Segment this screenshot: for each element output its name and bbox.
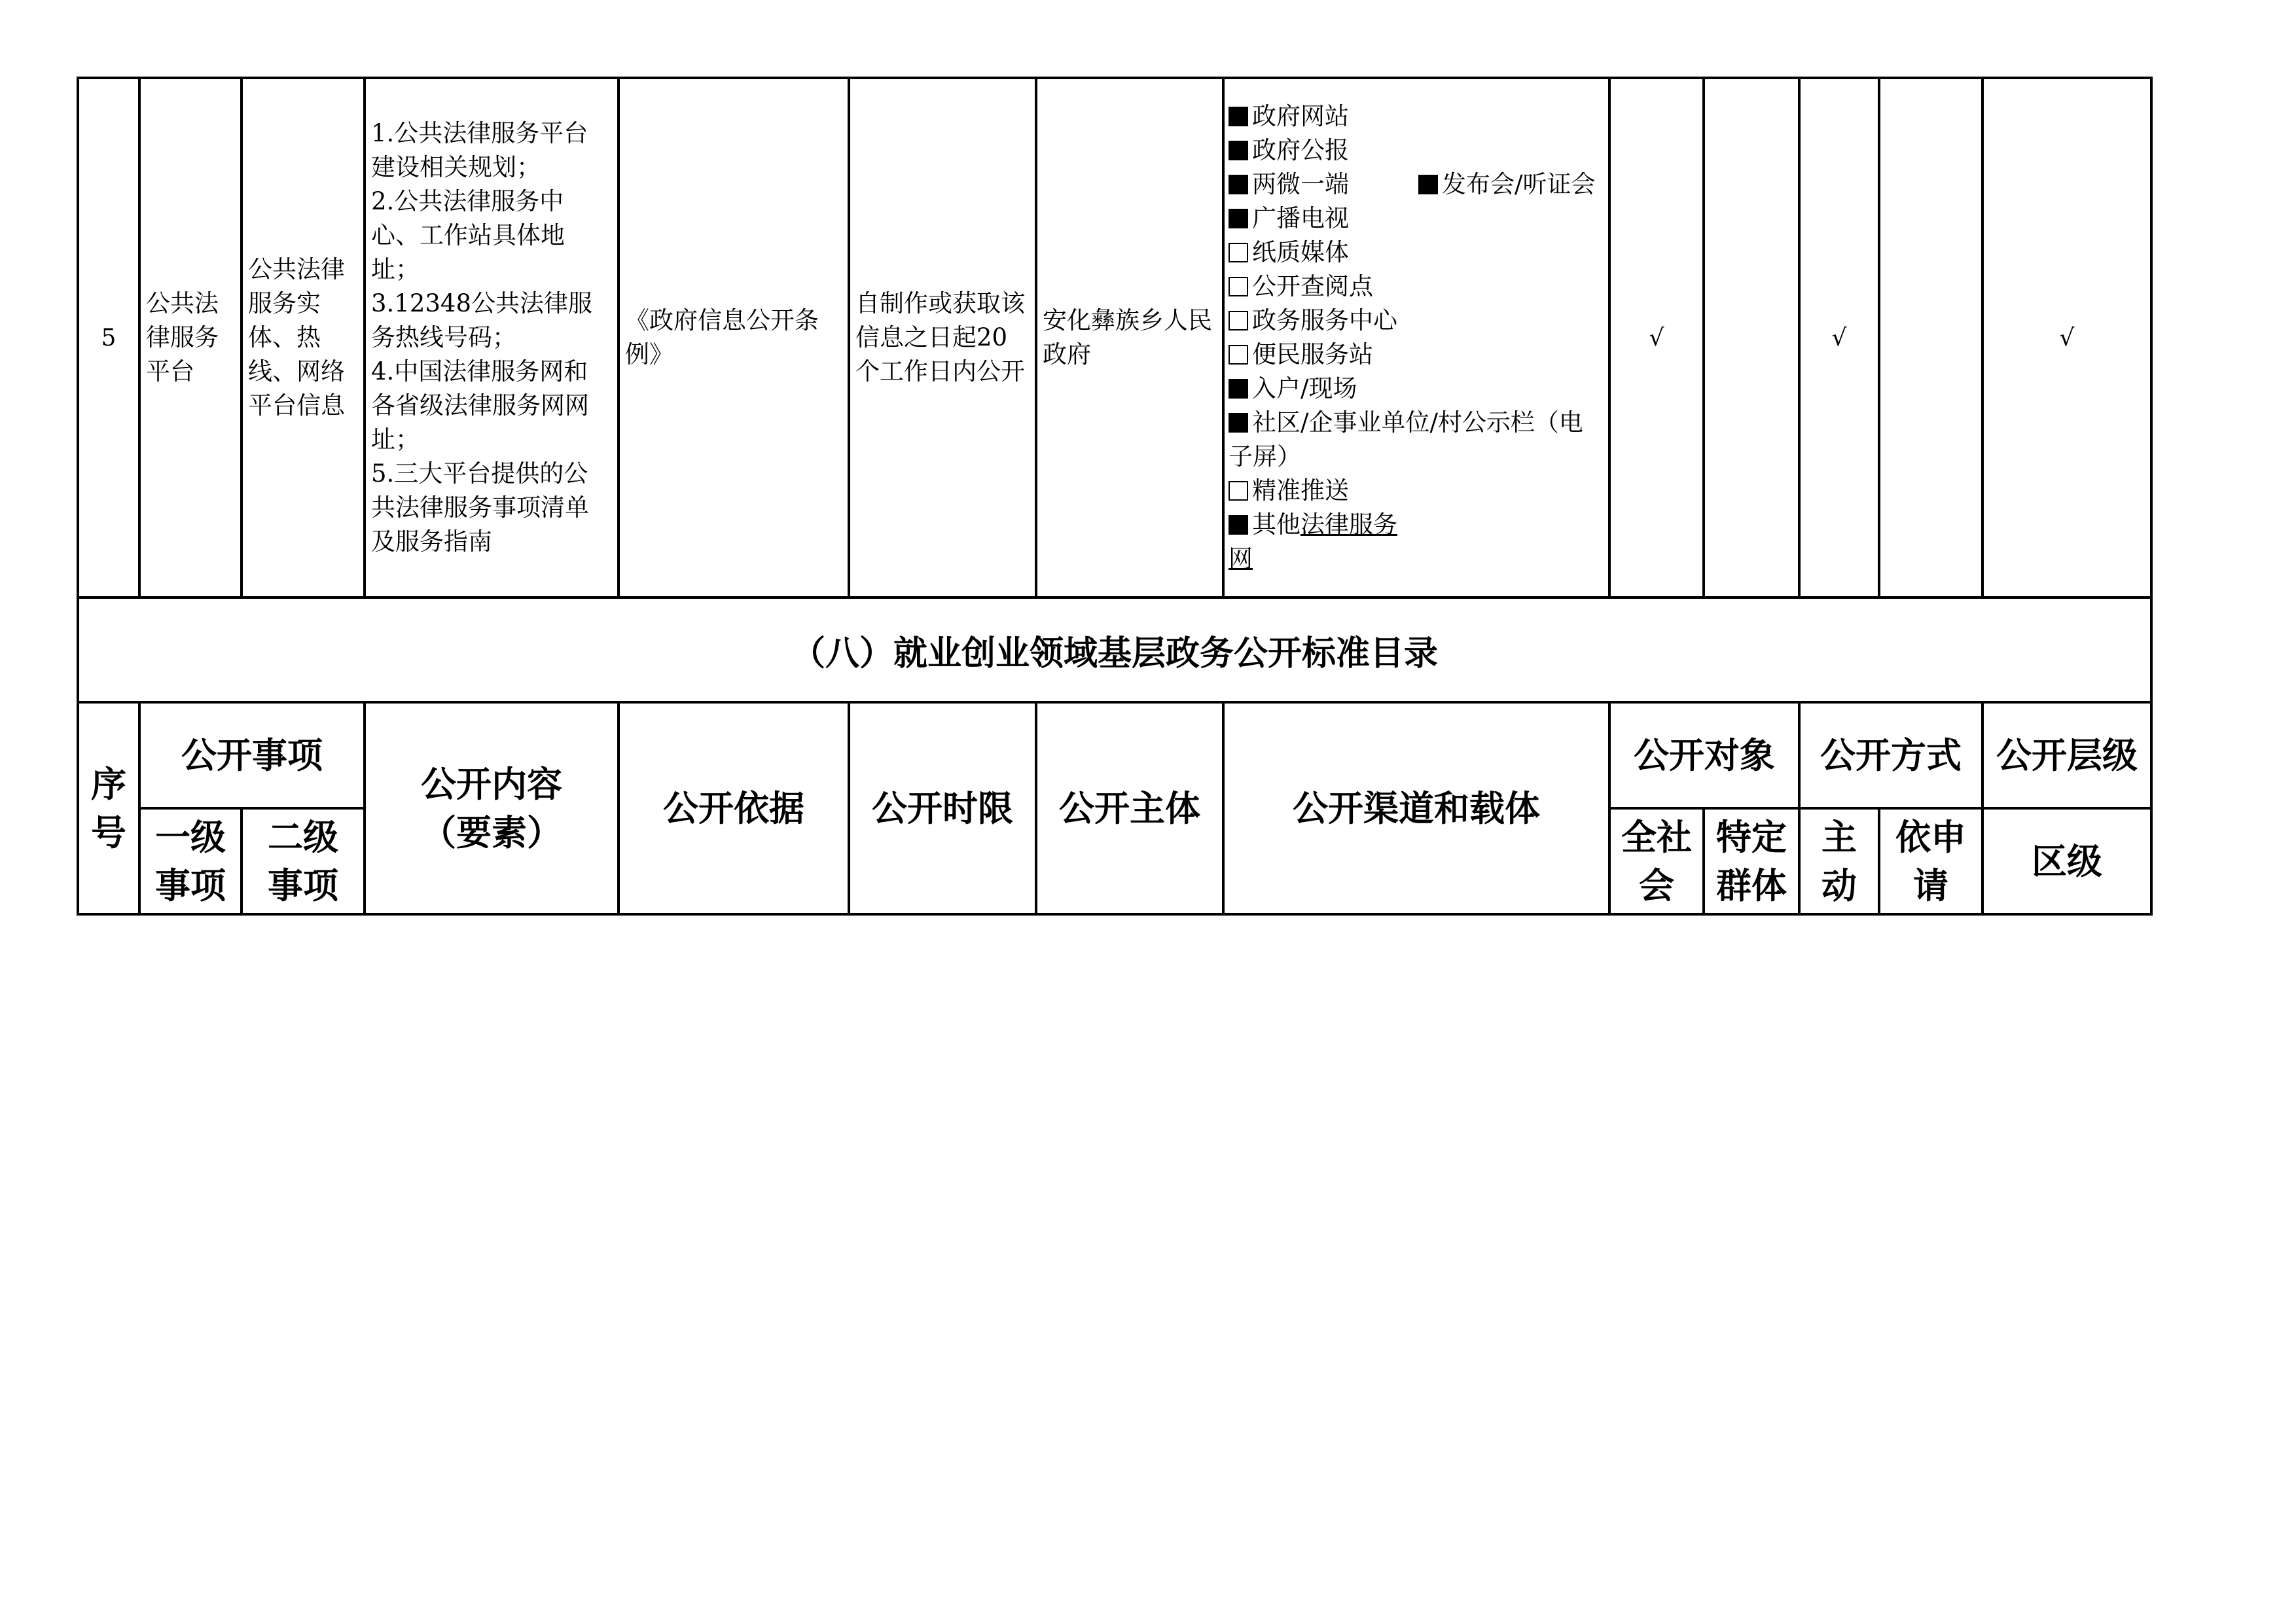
unchecked-box-icon xyxy=(1229,481,1248,501)
channel-item xyxy=(1229,99,1418,134)
checked-box-icon xyxy=(1229,175,1248,194)
header-seq: 序号 xyxy=(78,702,139,914)
unchecked-box-icon xyxy=(1229,243,1248,262)
channel-label: 入户/现场 xyxy=(1252,374,1357,402)
section-title: （八）就业创业领域基层政务公开标准目录 xyxy=(78,597,2151,702)
channel-label: 纸质媒体 xyxy=(1252,238,1349,266)
check-active: √ xyxy=(1799,78,1879,597)
unchecked-box-icon xyxy=(1229,311,1248,330)
content-line: 5.三大平台提供的公共法律服务事项清单及服务指南 xyxy=(371,459,589,556)
checked-box-icon xyxy=(1229,515,1248,535)
channel-label: 公开查阅点 xyxy=(1252,272,1373,300)
header-channels: 公开渠道和载体 xyxy=(1223,702,1609,914)
channel-item xyxy=(1229,338,1418,372)
channel-item xyxy=(1229,304,1418,338)
channel-label: 社区/企事业单位/村公示栏（电子屏） xyxy=(1229,408,1583,471)
channel-item xyxy=(1229,134,1418,168)
time-limit-cell: 自制作或获取该信息之日起20个工作日内公开 xyxy=(849,78,1036,597)
channel-label: 广播电视 xyxy=(1252,204,1349,232)
channel-item xyxy=(1418,168,1602,202)
level1-cell: 公共法律服务平台 xyxy=(139,78,242,597)
disclosure-table xyxy=(77,77,2153,916)
channel-label: 政府公报 xyxy=(1252,136,1349,164)
unchecked-box-icon xyxy=(1229,345,1248,365)
header-level1: 一级事项 xyxy=(139,808,242,914)
check-specific xyxy=(1704,78,1799,597)
header-basis: 公开依据 xyxy=(619,702,849,914)
check-district: √ xyxy=(1982,78,2151,597)
header-level: 公开层级 xyxy=(1982,702,2151,808)
header-district: 区级 xyxy=(1982,808,2151,914)
channel-label: 两微一端 xyxy=(1252,170,1349,198)
level2-cell: 公共法律服务实体、热线、网络平台信息 xyxy=(242,78,365,597)
content-line: 2.公共法律服务中心、工作站具体地址； xyxy=(371,187,565,283)
basis-cell: 《政府信息公开条例》 xyxy=(619,78,849,597)
channel-label: 便民服务站 xyxy=(1252,340,1373,368)
channel-item xyxy=(1229,474,1418,508)
channel-item xyxy=(1229,372,1418,406)
content-line: 3.12348公共法律服务热线号码； xyxy=(371,289,593,351)
channel-item xyxy=(1229,406,1604,474)
channel-label: 政务服务中心 xyxy=(1252,306,1397,334)
channel-label: 政府网站 xyxy=(1252,102,1349,130)
header-specific: 特定群体 xyxy=(1704,808,1799,914)
channel-label: 精准推送 xyxy=(1252,476,1349,505)
check-society: √ xyxy=(1609,78,1704,597)
channel-item xyxy=(1229,270,1418,304)
header-items: 公开事项 xyxy=(139,702,365,808)
section-title-row xyxy=(78,597,2151,702)
content-line: 4.中国法律服务网和各省级法律服务网网址； xyxy=(371,357,589,454)
header-apply: 依申请 xyxy=(1879,808,1982,914)
channel-label: 发布会/听证会 xyxy=(1442,170,1596,198)
content-cell xyxy=(365,78,619,597)
checked-box-icon xyxy=(1229,209,1248,228)
table-row xyxy=(78,78,2151,597)
header-time-limit: 公开时限 xyxy=(849,702,1036,914)
channel-other-value: 法律服务网 xyxy=(1229,510,1397,573)
seq-cell: 5 xyxy=(78,78,139,597)
checked-box-icon xyxy=(1229,107,1248,126)
content-line: 1.公共法律服务平台建设相关规划； xyxy=(371,119,588,181)
header-active: 主动 xyxy=(1799,808,1879,914)
channel-item xyxy=(1229,508,1418,576)
checked-box-icon xyxy=(1229,379,1248,399)
header-method: 公开方式 xyxy=(1799,702,1982,808)
checked-box-icon xyxy=(1229,141,1248,160)
checked-box-icon xyxy=(1229,413,1248,433)
header-level2: 二级事项 xyxy=(242,808,365,914)
check-apply xyxy=(1879,78,1982,597)
channel-label: 其他 xyxy=(1252,510,1300,539)
header-target: 公开对象 xyxy=(1609,702,1799,808)
header-subject: 公开主体 xyxy=(1036,702,1223,914)
checked-box-icon xyxy=(1418,175,1438,194)
channel-item xyxy=(1229,168,1418,202)
subject-cell: 安化彝族乡人民政府 xyxy=(1036,78,1223,597)
header-society: 全社会 xyxy=(1609,808,1704,914)
channel-item xyxy=(1229,202,1418,236)
channel-item xyxy=(1229,236,1418,270)
header-row xyxy=(78,702,2151,808)
unchecked-box-icon xyxy=(1229,277,1248,296)
channels-cell xyxy=(1223,78,1609,597)
header-content: 公开内容（要素） xyxy=(365,702,619,914)
